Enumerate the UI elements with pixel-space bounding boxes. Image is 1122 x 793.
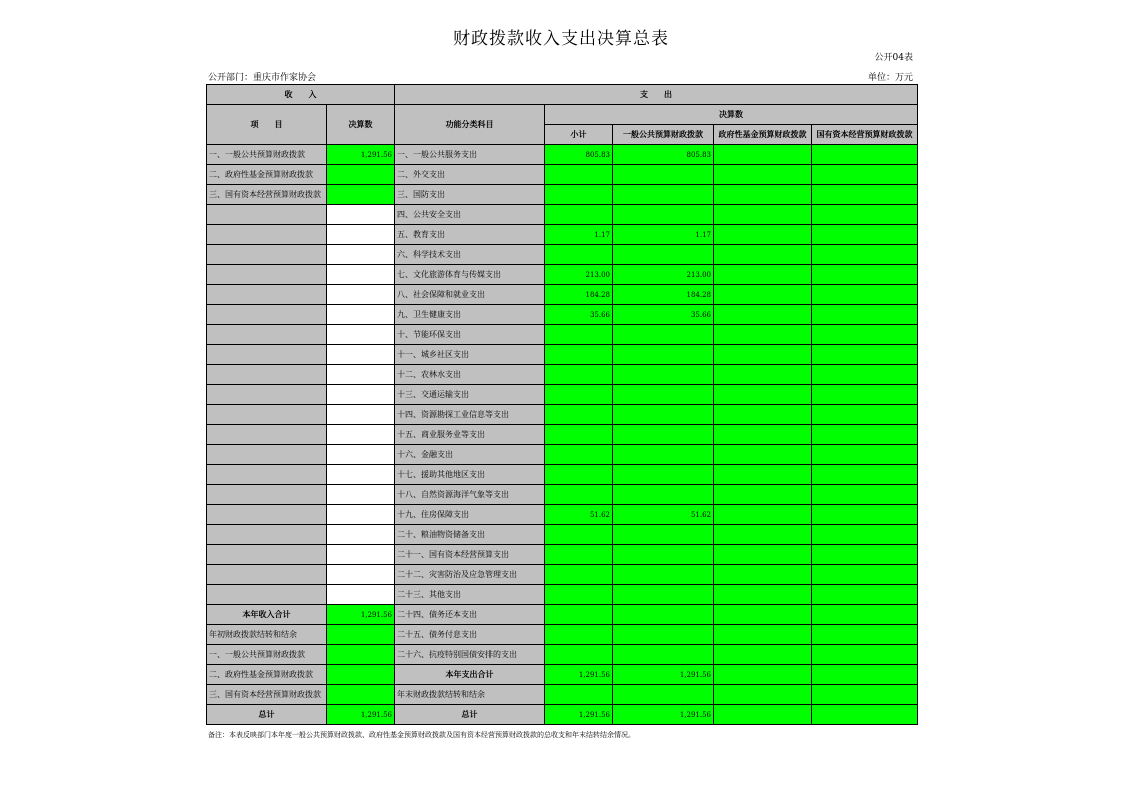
gov-fund-cell — [714, 305, 812, 325]
gov-fund-cell — [714, 525, 812, 545]
expense-item-cell: 二十四、债务还本支出 — [395, 605, 545, 625]
general-budget-cell — [613, 525, 714, 545]
table-row — [207, 605, 918, 625]
income-value-cell — [327, 405, 395, 425]
expense-item-cell: 十七、援助其他地区支出 — [395, 465, 545, 485]
expense-item-cell: 三、国防支出 — [395, 185, 545, 205]
income-value-cell — [327, 345, 395, 365]
income-item-cell: 本年收入合计 — [207, 605, 327, 625]
gov-fund-header: 政府性基金预算财政拨款 — [714, 125, 812, 145]
income-item-cell — [207, 585, 327, 605]
income-item-cell: 二、政府性基金预算财政拨款 — [207, 165, 327, 185]
general-budget-cell: 1,291.56 — [613, 705, 714, 725]
income-value-cell — [327, 365, 395, 385]
state-capital-cell — [812, 185, 918, 205]
gov-fund-cell — [714, 685, 812, 705]
income-value-cell — [327, 565, 395, 585]
general-budget-cell — [613, 345, 714, 365]
gov-fund-cell — [714, 705, 812, 725]
general-budget-cell — [613, 585, 714, 605]
expense-item-cell: 二十二、灾害防治及应急管理支出 — [395, 565, 545, 585]
income-value-cell — [327, 625, 395, 645]
state-capital-cell — [812, 265, 918, 285]
income-value-cell — [327, 445, 395, 465]
state-capital-cell — [812, 145, 918, 165]
state-capital-cell — [812, 545, 918, 565]
income-item-cell: 一、一般公共预算财政拨款 — [207, 145, 327, 165]
state-capital-header: 国有资本经营预算财政拨款 — [812, 125, 918, 145]
income-item-cell — [207, 265, 327, 285]
subtotal-cell — [545, 605, 613, 625]
general-budget-cell: 213.00 — [613, 265, 714, 285]
income-value-cell — [327, 165, 395, 185]
income-value-cell — [327, 285, 395, 305]
income-value-cell — [327, 545, 395, 565]
state-capital-cell — [812, 245, 918, 265]
item-header: 项 目 — [207, 105, 327, 145]
subtotal-cell — [545, 425, 613, 445]
general-budget-cell — [613, 185, 714, 205]
general-budget-cell — [613, 605, 714, 625]
expense-item-cell: 八、社会保障和就业支出 — [395, 285, 545, 305]
state-capital-cell — [812, 465, 918, 485]
gov-fund-cell — [714, 145, 812, 165]
state-capital-cell — [812, 485, 918, 505]
table-row — [207, 265, 918, 285]
gov-fund-cell — [714, 625, 812, 645]
budget-table — [206, 84, 918, 725]
table-row — [207, 305, 918, 325]
gov-fund-cell — [714, 385, 812, 405]
state-capital-cell — [812, 585, 918, 605]
table-row — [207, 505, 918, 525]
table-row — [207, 645, 918, 665]
expense-header: 支 出 — [395, 85, 918, 105]
footnote: 备注：本表反映部门本年度一般公共预算财政拨款、政府性基金预算财政拨款及国有资本经营预算财政拨款的总收支和年末结转结余情况。 — [208, 731, 635, 739]
general-budget-cell — [613, 565, 714, 585]
income-value-cell — [327, 425, 395, 445]
subtotal-cell: 1,291.56 — [545, 665, 613, 685]
state-capital-cell — [812, 445, 918, 465]
income-value-cell — [327, 485, 395, 505]
expense-item-cell: 十、节能环保支出 — [395, 325, 545, 345]
expense-item-cell: 二、外交支出 — [395, 165, 545, 185]
income-value-cell — [327, 305, 395, 325]
state-capital-cell — [812, 645, 918, 665]
income-item-cell: 总计 — [207, 705, 327, 725]
income-item-cell — [207, 405, 327, 425]
income-item-cell — [207, 525, 327, 545]
settle2-header: 决算数 — [545, 105, 918, 125]
expense-item-cell: 七、文化旅游体育与传媒支出 — [395, 265, 545, 285]
table-row — [207, 665, 918, 685]
gov-fund-cell — [714, 265, 812, 285]
table-row — [207, 625, 918, 645]
table-row — [207, 485, 918, 505]
expense-item-cell: 二十三、其他支出 — [395, 585, 545, 605]
gov-fund-cell — [714, 605, 812, 625]
general-budget-cell — [613, 385, 714, 405]
subtotal-cell — [545, 465, 613, 485]
general-budget-cell — [613, 325, 714, 345]
general-budget-cell — [613, 405, 714, 425]
table-row — [207, 705, 918, 725]
department-label: 公开部门：重庆市作家协会 — [208, 73, 317, 83]
page-title: 财政拨款收入支出决算总表 — [453, 29, 669, 49]
general-budget-cell — [613, 645, 714, 665]
state-capital-cell — [812, 325, 918, 345]
subtotal-cell — [545, 205, 613, 225]
expense-item-cell: 十八、自然资源海洋气象等支出 — [395, 485, 545, 505]
gov-fund-cell — [714, 565, 812, 585]
income-item-cell — [207, 285, 327, 305]
general-budget-cell: 51.62 — [613, 505, 714, 525]
table-row — [207, 245, 918, 265]
gov-fund-cell — [714, 245, 812, 265]
subtotal-cell — [545, 545, 613, 565]
expense-item-cell: 一、一般公共服务支出 — [395, 145, 545, 165]
gov-fund-cell — [714, 425, 812, 445]
gov-fund-cell — [714, 585, 812, 605]
expense-item-cell: 九、卫生健康支出 — [395, 305, 545, 325]
income-value-cell — [327, 585, 395, 605]
general-budget-cell: 35.66 — [613, 305, 714, 325]
state-capital-cell — [812, 685, 918, 705]
gov-fund-cell — [714, 325, 812, 345]
income-value-cell: 1,291.56 — [327, 605, 395, 625]
table-row — [207, 425, 918, 445]
income-value-cell — [327, 665, 395, 685]
state-capital-cell — [812, 405, 918, 425]
subtotal-cell: 51.62 — [545, 505, 613, 525]
gov-fund-cell — [714, 165, 812, 185]
income-item-cell — [207, 245, 327, 265]
income-item-cell — [207, 485, 327, 505]
table-row — [207, 565, 918, 585]
unit-label: 单位：万元 — [867, 73, 913, 83]
gov-fund-cell — [714, 665, 812, 685]
table-row — [207, 145, 918, 165]
state-capital-cell — [812, 505, 918, 525]
income-item-cell — [207, 305, 327, 325]
state-capital-cell — [812, 605, 918, 625]
income-value-cell — [327, 525, 395, 545]
gov-fund-cell — [714, 205, 812, 225]
table-row — [207, 465, 918, 485]
table-row — [207, 345, 918, 365]
state-capital-cell — [812, 525, 918, 545]
income-value-cell: 1,291.56 — [327, 145, 395, 165]
general-header: 一般公共预算财政拨款 — [613, 125, 714, 145]
income-item-cell: 三、国有资本经营预算财政拨款 — [207, 185, 327, 205]
income-value-cell — [327, 245, 395, 265]
general-budget-cell — [613, 545, 714, 565]
income-item-cell — [207, 365, 327, 385]
state-capital-cell — [812, 625, 918, 645]
subtotal-cell — [545, 385, 613, 405]
subtotal-cell: 1.17 — [545, 225, 613, 245]
expense-item-cell: 十五、商业服务业等支出 — [395, 425, 545, 445]
subtotal-cell: 184.28 — [545, 285, 613, 305]
expense-item-cell: 十一、城乡社区支出 — [395, 345, 545, 365]
income-value-cell — [327, 385, 395, 405]
general-budget-cell — [613, 165, 714, 185]
table-row — [207, 205, 918, 225]
general-budget-cell: 184.28 — [613, 285, 714, 305]
general-budget-cell — [613, 465, 714, 485]
gov-fund-cell — [714, 465, 812, 485]
income-item-cell — [207, 545, 327, 565]
state-capital-cell — [812, 285, 918, 305]
subtotal-cell — [545, 365, 613, 385]
table-row — [207, 525, 918, 545]
table-row — [207, 685, 918, 705]
income-item-cell — [207, 465, 327, 485]
expense-item-cell: 六、科学技术支出 — [395, 245, 545, 265]
subtotal-header: 小计 — [545, 125, 613, 145]
gov-fund-cell — [714, 365, 812, 385]
expense-item-cell: 十六、金融支出 — [395, 445, 545, 465]
state-capital-cell — [812, 665, 918, 685]
table-row — [207, 405, 918, 425]
income-item-cell — [207, 505, 327, 525]
state-capital-cell — [812, 225, 918, 245]
expense-item-cell: 总计 — [395, 705, 545, 725]
income-item-cell — [207, 205, 327, 225]
subtotal-cell — [545, 325, 613, 345]
general-budget-cell — [613, 625, 714, 645]
gov-fund-cell — [714, 485, 812, 505]
state-capital-cell — [812, 305, 918, 325]
income-value-cell — [327, 325, 395, 345]
subtotal-cell — [545, 525, 613, 545]
subtotal-cell — [545, 685, 613, 705]
state-capital-cell — [812, 385, 918, 405]
expense-item-cell: 四、公共安全支出 — [395, 205, 545, 225]
expense-item-cell: 二十、粮油物资储备支出 — [395, 525, 545, 545]
gov-fund-cell — [714, 285, 812, 305]
table-row — [207, 545, 918, 565]
table-row — [207, 325, 918, 345]
income-item-cell — [207, 425, 327, 445]
expense-item-cell: 二十五、债务付息支出 — [395, 625, 545, 645]
subtotal-cell — [545, 485, 613, 505]
table-row — [207, 385, 918, 405]
general-budget-cell — [613, 445, 714, 465]
state-capital-cell — [812, 565, 918, 585]
gov-fund-cell — [714, 345, 812, 365]
general-budget-cell: 1,291.56 — [613, 665, 714, 685]
gov-fund-cell — [714, 185, 812, 205]
subtotal-cell — [545, 625, 613, 645]
general-budget-cell — [613, 685, 714, 705]
gov-fund-cell — [714, 225, 812, 245]
income-item-cell: 一、一般公共预算财政拨款 — [207, 645, 327, 665]
income-item-cell — [207, 565, 327, 585]
income-value-cell — [327, 505, 395, 525]
expense-item-cell: 本年支出合计 — [395, 665, 545, 685]
table-row — [207, 165, 918, 185]
general-budget-cell: 1.17 — [613, 225, 714, 245]
expense-item-cell: 十三、交通运输支出 — [395, 385, 545, 405]
func-header: 功能分类科目 — [395, 105, 545, 145]
expense-item-cell: 二十六、抗疫特别国债安排的支出 — [395, 645, 545, 665]
income-item-cell — [207, 225, 327, 245]
income-value-cell — [327, 265, 395, 285]
income-item-cell: 二、政府性基金预算财政拨款 — [207, 665, 327, 685]
income-header: 收 入 — [207, 85, 395, 105]
state-capital-cell — [812, 705, 918, 725]
income-value-cell — [327, 205, 395, 225]
subtotal-cell — [545, 245, 613, 265]
gov-fund-cell — [714, 645, 812, 665]
state-capital-cell — [812, 165, 918, 185]
subtotal-cell — [545, 585, 613, 605]
settle-header: 决算数 — [327, 105, 395, 145]
state-capital-cell — [812, 345, 918, 365]
subtotal-cell: 35.66 — [545, 305, 613, 325]
table-row — [207, 585, 918, 605]
income-value-cell — [327, 225, 395, 245]
table-row — [207, 445, 918, 465]
subtotal-cell — [545, 345, 613, 365]
table-row — [207, 365, 918, 385]
table-row — [207, 225, 918, 245]
general-budget-cell — [613, 245, 714, 265]
subtotal-cell: 805.83 — [545, 145, 613, 165]
subtotal-cell — [545, 645, 613, 665]
subtotal-cell: 213.00 — [545, 265, 613, 285]
general-budget-cell — [613, 205, 714, 225]
state-capital-cell — [812, 365, 918, 385]
general-budget-cell — [613, 425, 714, 445]
income-item-cell — [207, 325, 327, 345]
subtotal-cell — [545, 565, 613, 585]
income-value-cell — [327, 645, 395, 665]
income-item-cell — [207, 345, 327, 365]
table-row — [207, 285, 918, 305]
gov-fund-cell — [714, 405, 812, 425]
form-number: 公开04表 — [874, 53, 913, 63]
expense-item-cell: 年末财政拨款结转和结余 — [395, 685, 545, 705]
expense-item-cell: 十二、农林水支出 — [395, 365, 545, 385]
income-item-cell: 三、国有资本经营预算财政拨款 — [207, 685, 327, 705]
expense-item-cell: 二十一、国有资本经营预算支出 — [395, 545, 545, 565]
general-budget-cell: 805.83 — [613, 145, 714, 165]
income-item-cell — [207, 385, 327, 405]
expense-item-cell: 五、教育支出 — [395, 225, 545, 245]
income-item-cell: 年初财政拨款结转和结余 — [207, 625, 327, 645]
income-item-cell — [207, 445, 327, 465]
state-capital-cell — [812, 205, 918, 225]
income-value-cell — [327, 185, 395, 205]
expense-item-cell: 十四、资源勘探工业信息等支出 — [395, 405, 545, 425]
state-capital-cell — [812, 425, 918, 445]
general-budget-cell — [613, 365, 714, 385]
subtotal-cell — [545, 165, 613, 185]
gov-fund-cell — [714, 545, 812, 565]
gov-fund-cell — [714, 505, 812, 525]
general-budget-cell — [613, 485, 714, 505]
income-value-cell — [327, 685, 395, 705]
subtotal-cell — [545, 445, 613, 465]
subtotal-cell — [545, 185, 613, 205]
income-value-cell: 1,291.56 — [327, 705, 395, 725]
expense-item-cell: 十九、住房保障支出 — [395, 505, 545, 525]
subtotal-cell — [545, 405, 613, 425]
table-row — [207, 185, 918, 205]
gov-fund-cell — [714, 445, 812, 465]
income-value-cell — [327, 465, 395, 485]
subtotal-cell: 1,291.56 — [545, 705, 613, 725]
